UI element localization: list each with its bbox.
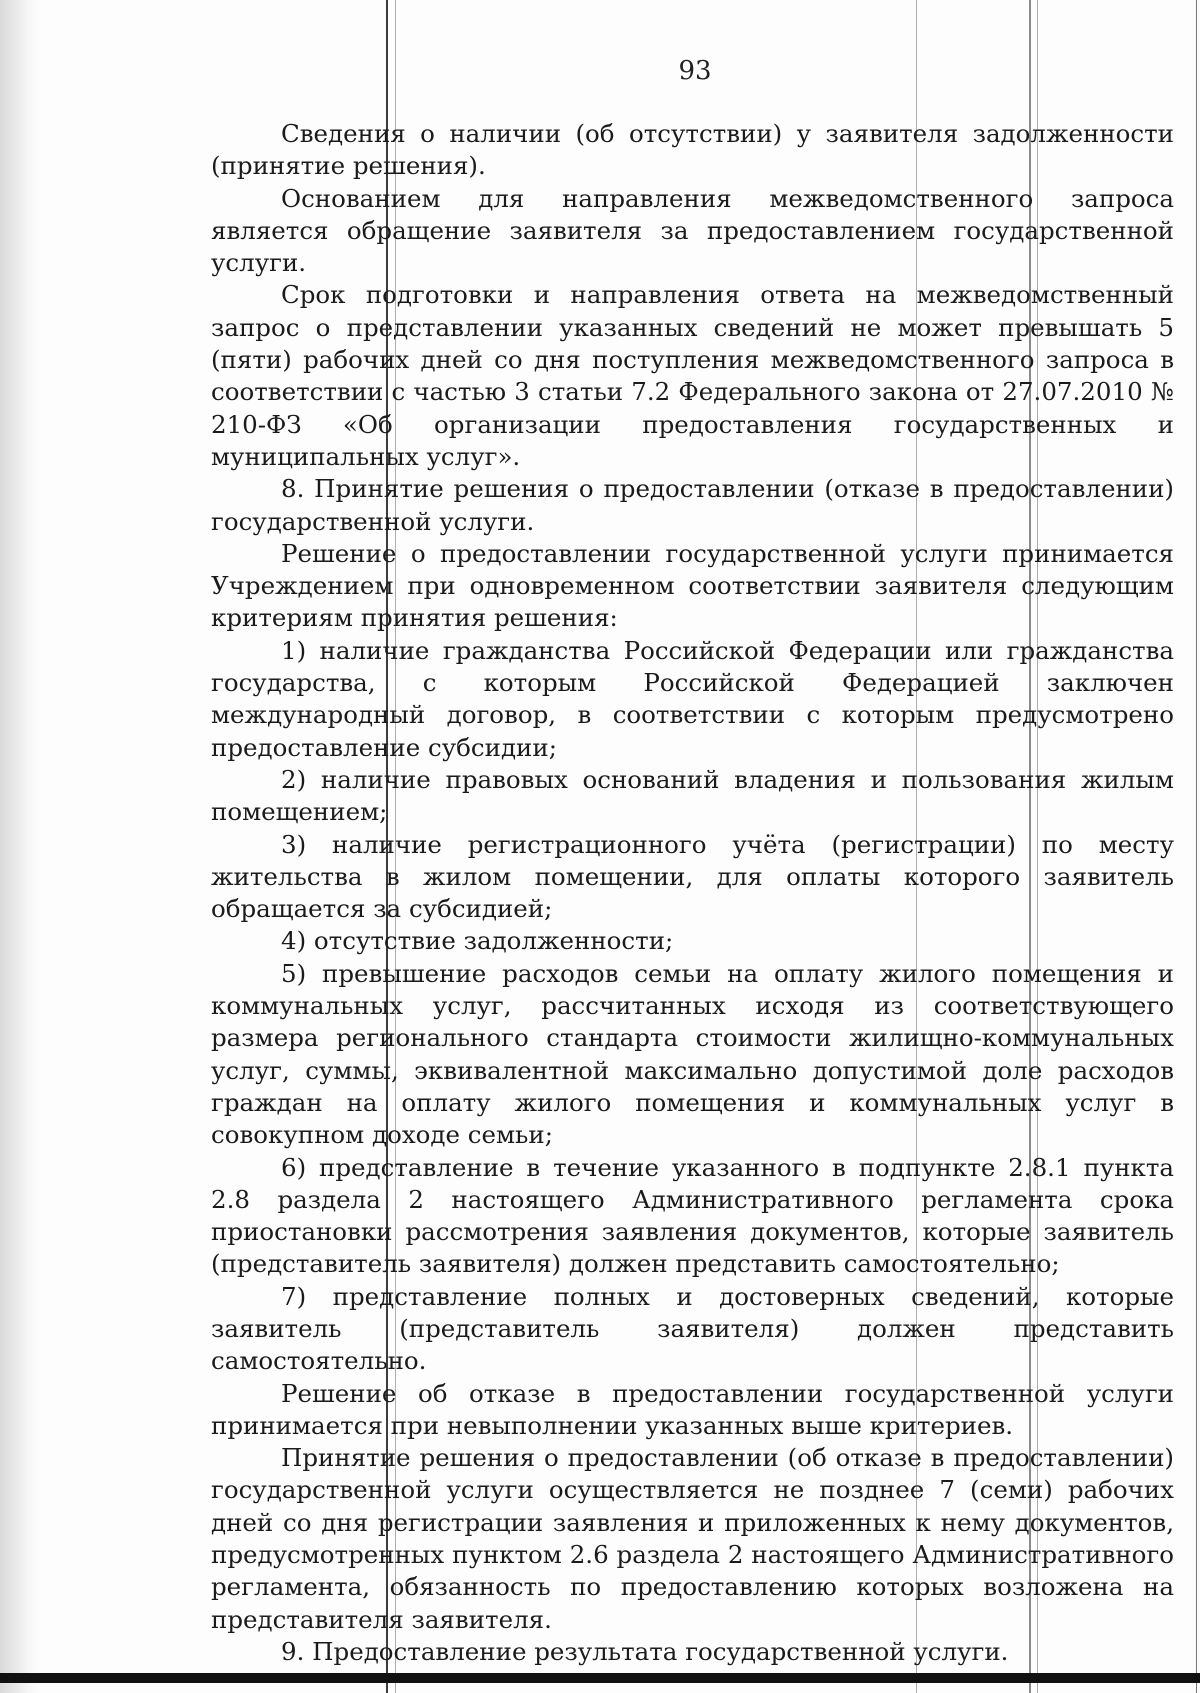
scan-shadow (0, 0, 40, 1693)
paragraph: 2) наличие правовых оснований владения и пользования жилым помещением; (211, 764, 1174, 827)
scan-bottom-edge (0, 1673, 1200, 1683)
paragraph: Решение о предоставлении государственной услуги принимается Учреждением при одновременном соответствии заявителя следующим критериям принятия решения: (211, 538, 1174, 633)
paragraph: Принятие решения о предоставлении (об отказе в предоставлении) государственной услуги осуществляется не позднее 7 (семи) рабочих дней со дня регистрации заявления и приложенных к нему документов, предусмотренных пунктом 2.6 раздела 2 настоящего Административного регламента, обязанность по предоставлению которых возложена на представителя заявителя. (211, 1443, 1174, 1634)
page-number: 93 (678, 56, 712, 86)
paragraph: 8. Принятие решения о предоставлении (отказе в предоставлении) государственной услуги. (211, 474, 1174, 536)
paragraph: Сведения о наличии (об отсутствии) у заявителя задолженности (принятие решения). (211, 119, 1174, 181)
paragraph: 3) наличие регистрационного учёта (регистрации) по месту жительства в жилом помещении, для оплаты которого заявитель обращается за субсидией; (211, 829, 1174, 924)
paragraph: Решение об отказе в предоставлении государственной услуги принимается при невыполнении указанных выше критериев. (211, 1378, 1174, 1440)
section-heading: 9. Предоставление результата государственной услуги. (281, 1636, 1009, 1666)
paragraph: Срок подготовки и направления ответа на межведомственный запрос о представлении указанных сведений не может превышать 5 (пяти) рабочих дней со дня поступления межведомственного запроса в соответствии с частью 3 статьи 7.2 Федерального закона от 27.07.2010 № 210-ФЗ «Об организации предоставления государственных и муниципальных услуг». (211, 280, 1174, 471)
paragraph: 5) превышение расходов семьи на оплату жилого помещения и коммунальных услуг, рассчитанных исходя из соответствующего размера регионального стандарта стоимости жилищно-коммунальных услуг, суммы, эквивалентной максимально допустимой доле расходов граждан на оплату жилого помещения и коммунальных услуг в совокупном доходе семьи; (211, 958, 1174, 1150)
paragraph: 1) наличие гражданства Российской Федерации или гражданства государства, с которым Российской Федерацией заключен международный договор, в соответствии с которым предусмотрено предоставление субсидии; (211, 635, 1174, 762)
paragraph: 6) представление в течение указанного в подпункте 2.8.1 пункта 2.8 раздела 2 настоящего Административного регламента срока приостановки рассмотрения заявления документов, которые заявитель (представитель заявителя) должен представить самостоятельно; (211, 1152, 1174, 1279)
paragraph: 4) отсутствие задолженности; (281, 926, 674, 956)
scan-artifact-line (1196, 0, 1197, 1693)
paragraph: Основанием для направления межведомственного запроса является обращение заявителя за предоставлением государственной услуги. (211, 183, 1174, 278)
paragraph: 7) представление полных и достоверных сведений, которые заявитель (представитель заявителя) должен представить самостоятельно. (211, 1281, 1174, 1376)
document-body (211, 118, 1174, 1668)
